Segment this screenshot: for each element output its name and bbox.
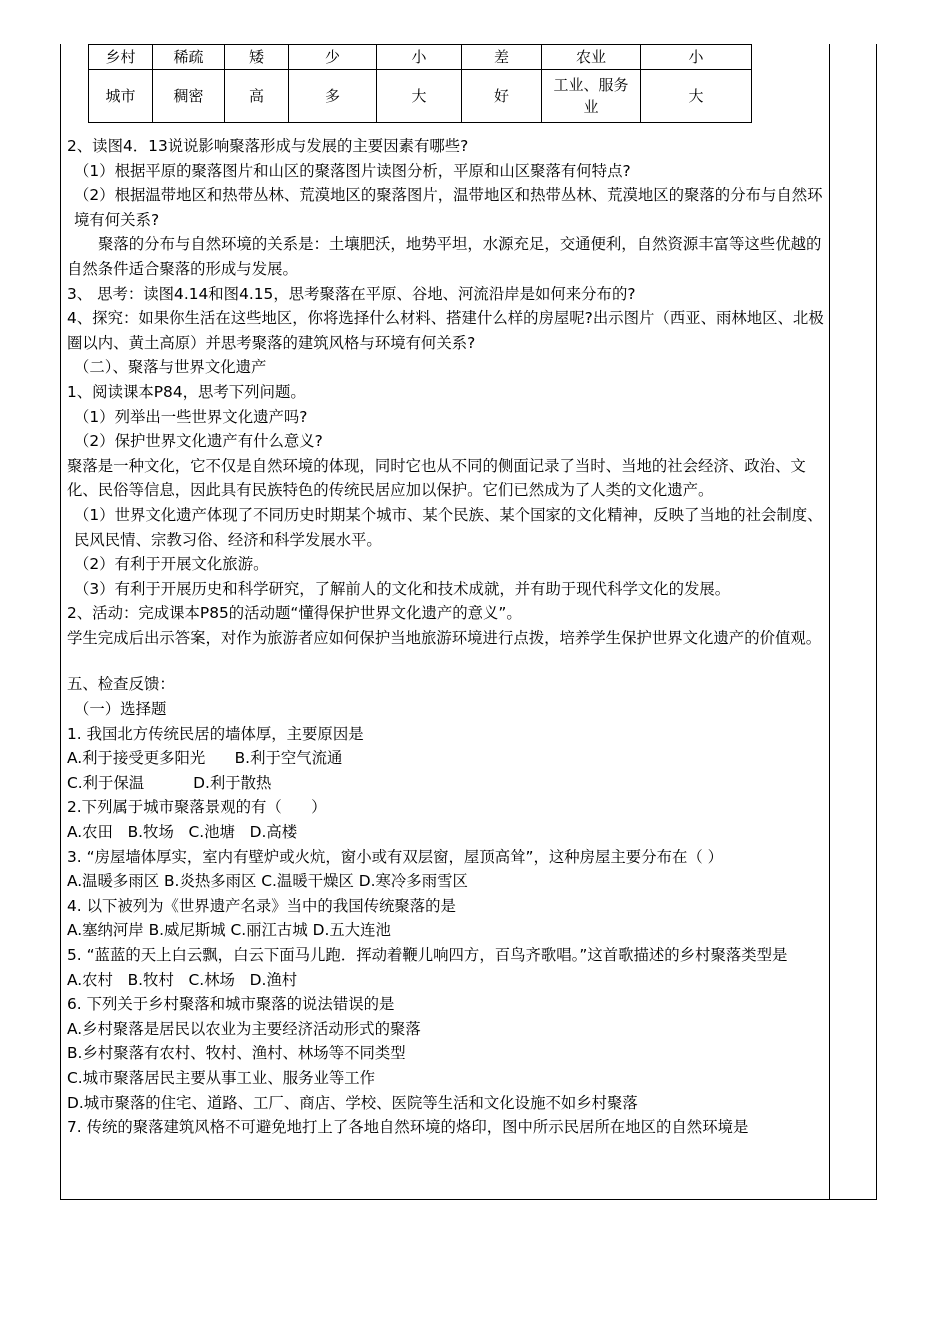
mc-question: 6. 下列关于乡村聚落和城市聚落的说法错误的是 [67,995,395,1014]
table-row [89,45,752,70]
mc-options: A.温暖多雨区 B.炎热多雨区 C.温暖干燥区 D.寒冷多雨雪区 [67,872,468,891]
table-cell: 城市 [89,70,153,123]
mc-options: A.农田 B.牧场 C.池塘 D.高楼 [67,823,298,842]
sub-question: （1）根据平原的聚落图片和山区的聚落图片读图分析，平原和山区聚落有何特点? [74,161,631,180]
sub-question: （1）列举出一些世界文化遗产吗? [74,407,308,426]
table-cell: 少 [289,45,377,70]
teaching-note: 学生完成后出示答案，对作为旅游者应如何保护当地旅游环境进行点拨，培养学生保护世界文化遗产的价值观。 [67,628,822,647]
mc-question: 1. 我国北方传统民居的墙体厚，主要原因是 [67,724,364,743]
answer-paragraph: 聚落的分布与自然环境的关系是：土壤肥沃，地势平坦，水源充足，交通便利，自然资源丰富等这些优越的自然条件适合聚落的形成与发展。 [67,235,822,278]
sub-question: （2）保护世界文化遗产有什么意义? [74,432,323,451]
mc-question: 3. “房屋墙体厚实，室内有壁炉或火炕，窗小或有双层窗，屋顶高耸”，这种房屋主要分布在（ ） [67,847,724,866]
table-cell: 稀疏 [153,45,225,70]
table-cell: 乡村 [89,45,153,70]
mc-question: 5. “蓝蓝的天上白云飘，白云下面马儿跑．挥动着鞭儿响四方，百鸟齐歌唱。”这首歌描述的乡村聚落类型是 [67,946,788,964]
table-row [89,70,752,123]
section-heading: （二）、聚落与世界文化遗产 [74,358,267,377]
mc-question: 2.下列属于城市聚落景观的有（ ） [67,798,327,817]
question-4: 4、探究：如果你生活在这些地区，你将选择什么材料、搭建什么样的房屋呢?出示图片（西亚、雨林地区、北极圈以内、黄土高原）并思考聚落的建筑风格与环境有何关系? [67,309,824,352]
mc-question: 7. 传统的聚落建筑风格不可避免地打上了各地自然环境的烙印，图中所示民居所在地区的自然环境是 [67,1118,749,1137]
section-heading: 五、检查反馈： [67,675,175,694]
answer-point: （2）有利于开展文化旅游。 [74,555,269,574]
answer-point: （3）有利于开展历史和科学研究，了解前人的文化和技术成就，并有助于现代科学文化的发展。 [74,579,731,598]
table-cell: 多 [289,70,377,123]
reading-task: 1、阅读课本P84，思考下列问题。 [67,382,306,401]
table-cell: 高 [225,70,289,123]
mc-option: A.乡村聚落是居民以农业为主要经济活动形式的聚落 [67,1019,421,1038]
table-cell: 差 [462,45,542,70]
table-cell: 稠密 [153,70,225,123]
mc-options: A.利于接受更多阳光 B.利于空气流通 [67,749,343,768]
answer-point: （1）世界文化遗产体现了不同历史时期某个城市、某个民族、某个国家的文化精神，反映了当地的社会制度、民风民情、宗教习俗、经济和科学发展水平。 [74,505,823,549]
table-cell: 矮 [225,45,289,70]
table-cell: 大 [377,70,462,123]
lesson-text [67,134,825,1140]
side-column-divider [829,44,830,1200]
mc-option: C.城市聚落居民主要从事工业、服务业等工作 [67,1068,376,1087]
spacer [67,650,825,672]
subsection-heading: （一）选择题 [74,700,167,719]
mc-question: 4. 以下被列为《世界遗产名录》当中的我国传统聚落的是 [67,896,456,915]
mc-options: A.农村 B.牧村 C.林场 D.渔村 [67,970,298,989]
answer-paragraph: 聚落是一种文化，它不仅是自然环境的体现，同时它也从不同的侧面记录了当时、当地的社会经济、政治、文化、民俗等信息，因此具有民族特色的传统民居应加以保护。它们已然成为了人类的文化遗产。 [67,456,806,500]
table-cell: 好 [462,70,542,123]
mc-options: C.利于保温 D.利于散热 [67,773,272,792]
table-cell: 小 [641,45,752,70]
activity: 2、活动：完成课本P85的活动题“懂得保护世界文化遗产的意义”。 [67,604,522,623]
mc-options: A.塞纳河岸 B.威尼斯城 C.丽江古城 D.五大连池 [67,921,391,940]
settlement-comparison-table [88,44,752,123]
question-3: 3、 思考：读图4.14和图4.15，思考聚落在平原、谷地、河流沿岸是如何来分布的? [67,284,636,303]
table-cell: 工业、服务业 [542,70,641,123]
table-cell: 大 [641,70,752,123]
sub-question: （2）根据温带地区和热带丛林、荒漠地区的聚落图片，温带地区和热带丛林、荒漠地区的聚落的分布与自然环境有何关系? [74,186,823,229]
table-cell: 农业 [542,45,641,70]
mc-option: D.城市聚落的住宅、道路、工厂、商店、学校、医院等生活和文化设施不如乡村聚落 [67,1093,638,1112]
mc-option: B.乡村聚落有农村、牧村、渔村、林场等不同类型 [67,1044,406,1063]
table-cell: 小 [377,45,462,70]
question-2: 2、读图4．13说说影响聚落形成与发展的主要因素有哪些? [67,137,469,155]
